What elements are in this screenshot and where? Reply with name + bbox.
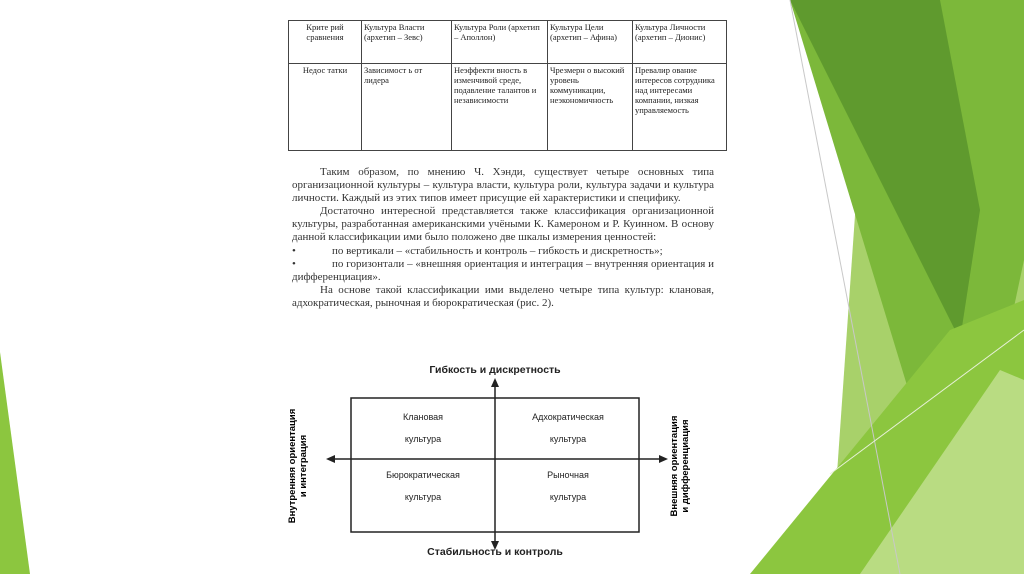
bullet-icon: • — [292, 244, 296, 257]
culture-diagram — [282, 360, 732, 574]
table-cell: Зависимост ь от лидера — [362, 64, 452, 151]
paragraph: Достаточно интересной представляется также классификация организационной культуры, разработанная американскими учёными К. Камероном и Р. Куинном. В основу данной классификации ими было положено две шкалы измерения ценностей: — [292, 205, 714, 244]
quadrant-adhocracy-label-2: культура — [549, 434, 587, 444]
table-cell: Неэффекти вность в изменчивой среде, подавление талантов и независимости — [452, 64, 548, 151]
arrow-right-icon — [659, 455, 668, 463]
quadrant-clan-label-2: культура — [404, 434, 442, 444]
bullet-text: по вертикали – «стабильность и контроль – гибкость и дискретность»; — [332, 244, 663, 257]
quadrant-clan-label: Клановая — [402, 412, 444, 422]
left-green-triangle — [0, 352, 30, 574]
paragraph: Таким образом, по мнению Ч. Хэнди, существует четыре основных типа организационной культуры – культура власти, культура роли, культура задачи и культура личности. Каждый из этих типов имеет присущие ей характеристики и специфику. — [292, 166, 714, 205]
bullet-item — [292, 258, 714, 284]
quadrant-bureaucracy-label-2: культура — [404, 492, 442, 502]
table-cell: Превалир ование интересов сотрудника над интересами компании, низкая управляемость — [633, 64, 727, 151]
arrow-up-icon — [491, 378, 499, 387]
quadrant-market-label-2: культура — [549, 492, 587, 502]
diagram-graphics — [282, 360, 732, 574]
comparison-table — [288, 20, 727, 151]
quadrant-adhocracy-label: Адхократическая — [532, 412, 604, 422]
bottom-axis-label: Стабильность и контроль — [427, 546, 563, 558]
bullet-text: по горизонтали – «внешняя ориентация и интеграция – внутренняя ориентация и дифференциация». — [292, 257, 714, 283]
table-cell: Культура Цели (архетип – Афина) — [548, 21, 633, 64]
table-header-row — [289, 21, 727, 64]
left-axis-label — [287, 409, 309, 524]
arrow-left-icon — [326, 455, 335, 463]
table-cell: Чрезмерн о высокий уровень коммуникации, неэкономичность — [548, 64, 633, 151]
quadrant-bureaucracy-label: Бюрократическая — [386, 470, 460, 480]
table-cell: Недос татки — [289, 64, 362, 151]
quadrant-market-label: Рыночная — [547, 470, 589, 480]
right-axis-line2: и дифференциация — [680, 419, 691, 513]
right-axis-line1: Внешняя ориентация — [669, 415, 680, 517]
table-cell: Культура Личности (архетип – Дионис) — [633, 21, 727, 64]
table-cell: Крите рий сравнения — [289, 21, 362, 64]
bullet-icon: • — [292, 257, 296, 270]
paragraph: На основе такой классификации ими выделено четыре типа культур: клановая, адхократическая, рыночная и бюрократическая (рис. 2). — [292, 283, 714, 309]
left-axis-line2: и интеграция — [298, 434, 309, 498]
table-row — [289, 64, 727, 151]
document-page — [282, 14, 732, 574]
bullet-item — [292, 245, 714, 258]
table-cell: Культура Роли (архетип – Аполлон) — [452, 21, 548, 64]
body-text — [292, 166, 714, 310]
left-axis-line1: Внутренняя ориентация — [287, 408, 298, 524]
table-cell: Культура Власти (архетип – Зевс) — [362, 21, 452, 64]
right-axis-label — [669, 416, 691, 517]
top-axis-label: Гибкость и дискретность — [429, 364, 561, 376]
